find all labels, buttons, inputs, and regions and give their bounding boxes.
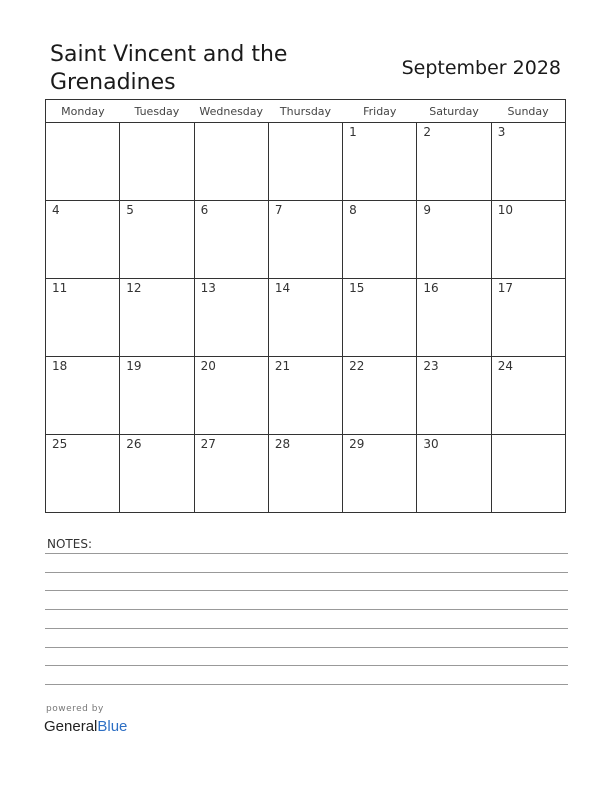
day-cell — [46, 435, 120, 513]
day-number: 13 — [200, 281, 216, 295]
day-cell — [417, 123, 491, 201]
day-cell — [491, 435, 565, 513]
day-cell — [46, 357, 120, 435]
day-cell — [343, 201, 417, 279]
day-cell — [46, 123, 120, 201]
day-number — [46, 123, 119, 125]
day-number: 25 — [52, 437, 68, 451]
day-cell — [343, 435, 417, 513]
day-number — [492, 435, 565, 437]
day-number: 5 — [126, 203, 134, 217]
day-cell — [268, 279, 342, 357]
day-cell — [417, 357, 491, 435]
day-number: 4 — [52, 203, 60, 217]
day-number: 28 — [274, 437, 291, 451]
day-number — [195, 123, 268, 125]
day-number: 14 — [274, 281, 291, 295]
weekday-header-row — [46, 100, 566, 123]
day-number: 27 — [200, 437, 216, 451]
day-number: 30 — [423, 437, 439, 451]
day-number: 22 — [349, 359, 365, 373]
weekday-saturday: Saturday — [417, 100, 491, 123]
week-row — [46, 435, 566, 513]
brand-name-general: General — [44, 718, 98, 735]
day-cell — [491, 123, 565, 201]
week-row — [46, 279, 566, 357]
week-row — [46, 201, 566, 279]
day-number — [120, 123, 193, 125]
day-number: 26 — [126, 437, 142, 451]
day-number: 6 — [200, 203, 209, 217]
day-number: 21 — [274, 359, 291, 373]
country-title: Saint Vincent and the Grenadines — [50, 42, 288, 95]
day-cell — [194, 201, 268, 279]
week-row — [46, 123, 566, 201]
weekday-monday: Monday — [46, 100, 120, 123]
weekday-thursday: Thursday — [268, 100, 342, 123]
month-year-label: September 2028 — [401, 57, 561, 79]
day-number: 15 — [349, 281, 365, 295]
notes-label: NOTES: — [47, 537, 92, 551]
day-cell — [417, 201, 491, 279]
note-line — [45, 590, 568, 591]
day-cell — [194, 279, 268, 357]
note-line — [45, 609, 568, 610]
calendar-grid — [45, 99, 566, 513]
day-number: 10 — [497, 203, 513, 217]
day-number: 29 — [349, 437, 365, 451]
note-line — [45, 628, 568, 629]
note-line — [45, 647, 568, 648]
day-number: 17 — [497, 281, 513, 295]
day-cell — [46, 201, 120, 279]
day-cell — [491, 357, 565, 435]
day-cell — [120, 123, 194, 201]
day-number: 2 — [423, 125, 432, 139]
note-line — [45, 665, 568, 666]
day-number: 3 — [497, 125, 506, 139]
note-line — [45, 553, 568, 554]
day-cell — [268, 123, 342, 201]
day-cell — [268, 435, 342, 513]
day-cell — [120, 201, 194, 279]
powered-by-text: powered by — [46, 704, 104, 714]
day-cell — [343, 123, 417, 201]
brand-name-blue: Blue — [97, 718, 128, 735]
weekday-tuesday: Tuesday — [120, 100, 194, 123]
day-number: 20 — [200, 359, 216, 373]
brand-logo — [44, 718, 127, 735]
day-number: 11 — [52, 281, 68, 295]
weekday-sunday: Sunday — [491, 100, 565, 123]
day-number: 9 — [423, 203, 432, 217]
day-number: 18 — [52, 359, 68, 373]
day-cell — [120, 279, 194, 357]
day-cell — [417, 279, 491, 357]
note-line — [45, 572, 568, 573]
day-cell — [491, 279, 565, 357]
day-number: 19 — [126, 359, 142, 373]
day-number — [269, 123, 342, 125]
day-cell — [194, 435, 268, 513]
day-cell — [343, 279, 417, 357]
day-number: 16 — [423, 281, 439, 295]
day-cell — [417, 435, 491, 513]
day-number: 1 — [349, 125, 357, 139]
day-cell — [46, 279, 120, 357]
day-cell — [194, 123, 268, 201]
day-number: 7 — [274, 203, 283, 217]
note-line — [45, 684, 568, 685]
day-cell — [120, 357, 194, 435]
day-number: 24 — [497, 359, 513, 373]
day-cell — [268, 201, 342, 279]
day-cell — [491, 201, 565, 279]
day-number: 23 — [423, 359, 439, 373]
week-row — [46, 357, 566, 435]
day-cell — [120, 435, 194, 513]
weekday-wednesday: Wednesday — [194, 100, 268, 123]
day-cell — [343, 357, 417, 435]
day-cell — [194, 357, 268, 435]
day-cell — [268, 357, 342, 435]
day-number: 8 — [349, 203, 357, 217]
day-number: 12 — [126, 281, 142, 295]
weekday-friday: Friday — [343, 100, 417, 123]
